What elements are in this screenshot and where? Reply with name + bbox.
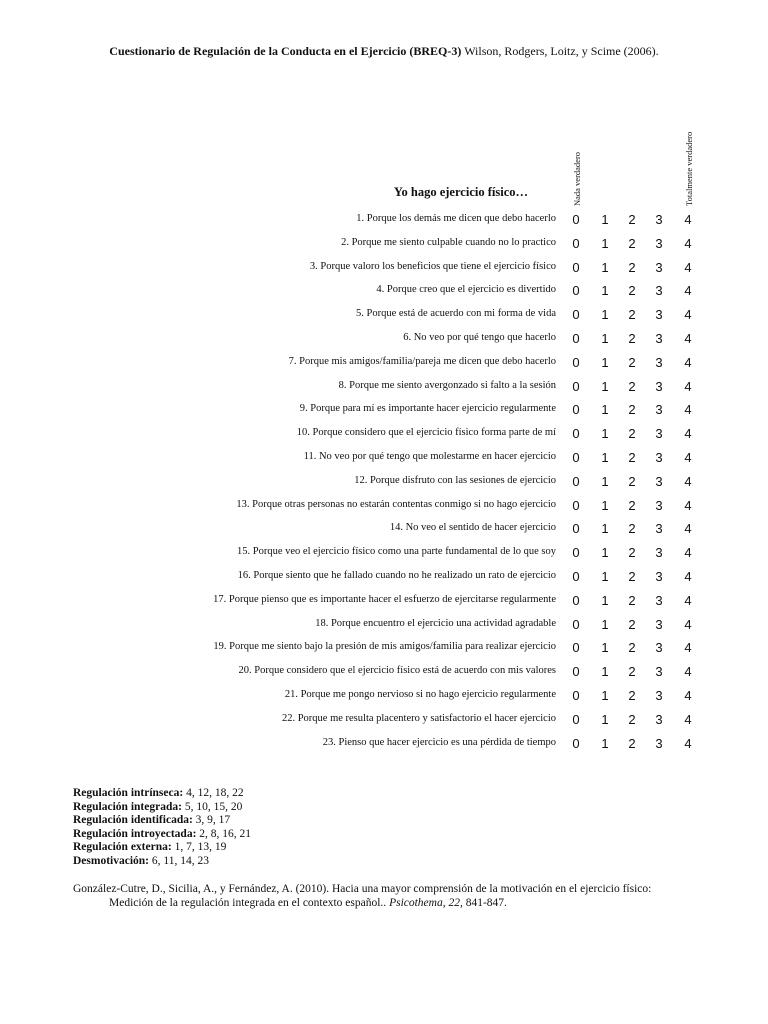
- scale-option-0[interactable]: 0: [572, 449, 580, 465]
- scale-option-4[interactable]: 4: [684, 283, 692, 299]
- scale-option-2[interactable]: 2: [628, 426, 636, 442]
- scale-option-4[interactable]: 4: [684, 473, 692, 489]
- item-row: [0, 472, 768, 496]
- item-row: [0, 353, 768, 377]
- item-text: 21. Porque me pongo nervioso si no hago ejercicio regularmente: [284, 688, 556, 700]
- scale-option-0[interactable]: 0: [572, 592, 580, 608]
- scale-option-0[interactable]: 0: [572, 283, 580, 299]
- scale-option-0[interactable]: 0: [572, 735, 580, 751]
- reference-line-1: González-Cutre, D., Sicilia, A., y Fernández, A. (2010). Hacia una mayor comprensión de la motivación en el ejercicio físico:: [73, 883, 652, 895]
- questionnaire-authors: Wilson, Rodgers, Loitz, y Scime (2006).: [464, 44, 659, 58]
- scale-option-0[interactable]: 0: [572, 212, 580, 227]
- scale-option-3[interactable]: 3: [655, 449, 663, 465]
- scale-option-1[interactable]: 1: [601, 616, 609, 632]
- questionnaire-title: Cuestionario de Regulación de la Conducta en el Ejercicio (BREQ-3): [109, 44, 462, 58]
- scale-option-3[interactable]: 3: [655, 687, 663, 703]
- item-row: [0, 258, 768, 282]
- scale-option-1[interactable]: 1: [601, 259, 609, 275]
- scale-option-1[interactable]: 1: [601, 640, 609, 656]
- scale-option-4[interactable]: 4: [684, 711, 692, 727]
- item-row: [0, 519, 768, 543]
- scale-option-4[interactable]: 4: [684, 402, 692, 418]
- scale-option-0[interactable]: 0: [572, 307, 580, 323]
- item-text: 17. Porque pienso que es importante hacer el esfuerzo de ejercitarse regularmente: [213, 593, 556, 605]
- scale-option-2[interactable]: 2: [628, 735, 636, 751]
- scale-option-4[interactable]: 4: [684, 354, 692, 370]
- reference: [73, 883, 713, 910]
- document-header: [0, 44, 768, 59]
- scale-option-4[interactable]: 4: [684, 640, 692, 656]
- scale-option-1[interactable]: 1: [601, 378, 609, 394]
- scale-option-0[interactable]: 0: [572, 330, 580, 346]
- item-row: [0, 234, 768, 258]
- scale-option-1[interactable]: 1: [601, 711, 609, 727]
- scale-option-1[interactable]: 1: [601, 664, 609, 680]
- item-row: [0, 424, 768, 448]
- item-text: 18. Porque encuentro el ejercicio una actividad agradable: [315, 617, 556, 629]
- item-row: [0, 210, 768, 234]
- scale-option-0[interactable]: 0: [572, 473, 580, 489]
- scoring-line: Regulación integrada: 5, 10, 15, 20: [73, 800, 243, 813]
- scale-option-2[interactable]: 2: [628, 212, 636, 227]
- item-row: [0, 638, 768, 662]
- scale-option-4[interactable]: 4: [684, 259, 692, 275]
- scale-option-4[interactable]: 4: [684, 616, 692, 632]
- item-text: 11. No veo por qué tengo que molestarme en hacer ejercicio: [303, 450, 556, 462]
- scale-option-2[interactable]: 2: [628, 497, 636, 513]
- scale-option-3[interactable]: 3: [655, 473, 663, 489]
- scale-option-1[interactable]: 1: [601, 330, 609, 346]
- item-text: 6. No veo por qué tengo que hacerlo: [403, 331, 556, 343]
- scale-right-label: Totalmente verdadero: [684, 131, 694, 206]
- scale-option-2[interactable]: 2: [628, 711, 636, 727]
- scale-option-1[interactable]: 1: [601, 545, 609, 561]
- scale-option-1[interactable]: 1: [601, 283, 609, 299]
- item-text: 10. Porque considero que el ejercicio físico forma parte de mí: [296, 427, 556, 439]
- item-row: [0, 329, 768, 353]
- scale-option-4[interactable]: 4: [684, 307, 692, 323]
- item-text: 19. Porque me siento bajo la presión de mis amigos/familia para realizar ejercicio: [213, 641, 556, 653]
- scale-option-2[interactable]: 2: [628, 402, 636, 418]
- reference-line-2: Medición de la regulación integrada en el contexto español.. Psicothema, 22, 841-847.: [109, 896, 507, 909]
- item-row: [0, 710, 768, 734]
- scale-option-2[interactable]: 2: [628, 283, 636, 299]
- scale-option-4[interactable]: 4: [684, 378, 692, 394]
- scale-option-1[interactable]: 1: [601, 212, 609, 227]
- scale-option-3[interactable]: 3: [655, 378, 663, 394]
- scoring-line: Regulación identificada: 3, 9, 17: [73, 814, 231, 826]
- scoring-line: Regulación introyectada: 2, 8, 16, 21: [73, 827, 252, 840]
- item-row: [0, 496, 768, 520]
- item-row: [0, 543, 768, 567]
- item-text: 20. Porque considero que el ejercicio físico está de acuerdo con mis valores: [238, 665, 556, 677]
- scale-option-3[interactable]: 3: [655, 354, 663, 370]
- scale-option-3[interactable]: 3: [655, 259, 663, 275]
- scale-option-1[interactable]: 1: [601, 449, 609, 465]
- scale-option-1[interactable]: 1: [601, 687, 609, 703]
- scale-option-3[interactable]: 3: [655, 212, 663, 227]
- item-text: 8. Porque me siento avergonzado si falto a la sesión: [338, 379, 556, 391]
- scale-option-0[interactable]: 0: [572, 545, 580, 561]
- item-text: 15. Porque veo el ejercicio físico como una parte fundamental de lo que soy: [237, 546, 556, 558]
- scale-option-4[interactable]: 4: [684, 235, 692, 251]
- reference-journal: Psicothema, 22,: [389, 896, 463, 909]
- scale-option-1[interactable]: 1: [601, 426, 609, 442]
- item-text: 4. Porque creo que el ejercicio es divertido: [376, 284, 556, 296]
- item-text: 22. Porque me resulta placentero y satisfactorio el hacer ejercicio: [281, 712, 556, 724]
- scale-option-3[interactable]: 3: [655, 735, 663, 751]
- scale-option-4[interactable]: 4: [684, 545, 692, 561]
- scale-option-0[interactable]: 0: [572, 640, 580, 656]
- scale-option-2[interactable]: 2: [628, 259, 636, 275]
- scale-option-1[interactable]: 1: [601, 497, 609, 513]
- item-text: 14. No veo el sentido de hacer ejercicio: [389, 522, 556, 534]
- scale-option-3[interactable]: 3: [655, 568, 663, 584]
- scale-option-2[interactable]: 2: [628, 307, 636, 323]
- scale-option-4[interactable]: 4: [684, 687, 692, 703]
- item-text: 7. Porque mis amigos/familia/pareja me dicen que debo hacerlo: [288, 355, 556, 367]
- item-row: [0, 615, 768, 639]
- scale-option-3[interactable]: 3: [655, 640, 663, 656]
- scoring-line: Regulación intrínseca: 4, 12, 18, 22: [73, 787, 244, 799]
- item-text: 23. Pienso que hacer ejercicio es una pérdida de tiempo: [322, 736, 556, 748]
- scale-option-4[interactable]: 4: [684, 521, 692, 537]
- scoring-line: Desmotivación: 6, 11, 14, 23: [73, 854, 209, 867]
- item-row: [0, 400, 768, 424]
- scale-option-3[interactable]: 3: [655, 402, 663, 418]
- scale-option-0[interactable]: 0: [572, 521, 580, 537]
- scale-option-0[interactable]: 0: [572, 235, 580, 251]
- scale-option-1[interactable]: 1: [601, 235, 609, 251]
- item-row: [0, 377, 768, 401]
- scale-option-4[interactable]: 4: [684, 592, 692, 608]
- scale-option-2[interactable]: 2: [628, 592, 636, 608]
- item-text: 2. Porque me siento culpable cuando no lo practico: [341, 236, 556, 248]
- scale-option-0[interactable]: 0: [572, 497, 580, 513]
- scale-option-3[interactable]: 3: [655, 497, 663, 513]
- item-text: 5. Porque está de acuerdo con mi forma de vida: [355, 308, 556, 320]
- scale-option-4[interactable]: 4: [684, 568, 692, 584]
- scale-option-0[interactable]: 0: [572, 711, 580, 727]
- scale-option-2[interactable]: 2: [628, 235, 636, 251]
- scale-option-3[interactable]: 3: [655, 664, 663, 680]
- item-row: [0, 305, 768, 329]
- scale-option-0[interactable]: 0: [572, 616, 580, 632]
- scale-option-0[interactable]: 0: [572, 687, 580, 703]
- scoring-line: Regulación externa: 1, 7, 13, 19: [73, 841, 227, 853]
- scale-option-1[interactable]: 1: [601, 402, 609, 418]
- scale-option-3[interactable]: 3: [655, 711, 663, 727]
- scale-option-3[interactable]: 3: [655, 426, 663, 442]
- scale-option-2[interactable]: 2: [628, 473, 636, 489]
- scale-option-0[interactable]: 0: [572, 402, 580, 418]
- items-list: [0, 210, 768, 757]
- scale-option-2[interactable]: 2: [628, 378, 636, 394]
- item-text: 13. Porque otras personas no estarán contentas conmigo si no hago ejercicio: [236, 498, 556, 510]
- scale-option-3[interactable]: 3: [655, 545, 663, 561]
- scale-option-0[interactable]: 0: [572, 426, 580, 442]
- scale-option-3[interactable]: 3: [655, 307, 663, 323]
- scale-option-1[interactable]: 1: [601, 735, 609, 751]
- item-text: 1. Porque los demás me dicen que debo hacerlo: [356, 213, 556, 224]
- scale-option-3[interactable]: 3: [655, 235, 663, 251]
- scale-option-3[interactable]: 3: [655, 283, 663, 299]
- item-row: [0, 591, 768, 615]
- scale-option-2[interactable]: 2: [628, 545, 636, 561]
- scale-option-2[interactable]: 2: [628, 521, 636, 537]
- item-text: 16. Porque siento que he fallado cuando no he realizado un rato de ejercicio: [237, 569, 556, 581]
- scale-option-4[interactable]: 4: [684, 497, 692, 513]
- item-row: [0, 686, 768, 710]
- scale-option-2[interactable]: 2: [628, 687, 636, 703]
- scale-option-2[interactable]: 2: [628, 640, 636, 656]
- scoring-key: [73, 787, 251, 868]
- scale-option-0[interactable]: 0: [572, 259, 580, 275]
- scale-option-1[interactable]: 1: [601, 354, 609, 370]
- scale-left-label: Nada verdadero: [572, 151, 582, 206]
- item-row: [0, 567, 768, 591]
- item-row: [0, 662, 768, 686]
- scale-option-0[interactable]: 0: [572, 378, 580, 394]
- scale-option-1[interactable]: 1: [601, 592, 609, 608]
- scale-option-4[interactable]: 4: [684, 426, 692, 442]
- scale-option-2[interactable]: 2: [628, 568, 636, 584]
- scale-option-4[interactable]: 4: [684, 735, 692, 751]
- item-text: 12. Porque disfruto con las sesiones de ejercicio: [354, 474, 556, 486]
- scale-option-2[interactable]: 2: [628, 330, 636, 346]
- scale-option-0[interactable]: 0: [572, 664, 580, 680]
- scale-option-4[interactable]: 4: [684, 664, 692, 680]
- scale-option-3[interactable]: 3: [655, 521, 663, 537]
- item-row: [0, 281, 768, 305]
- scale-option-1[interactable]: 1: [601, 307, 609, 323]
- scale-option-1[interactable]: 1: [601, 568, 609, 584]
- scale-option-2[interactable]: 2: [628, 449, 636, 465]
- scale-option-4[interactable]: 4: [684, 449, 692, 465]
- scale-option-2[interactable]: 2: [628, 616, 636, 632]
- items-lead-text: Yo hago ejercicio físico…: [393, 185, 528, 199]
- item-row: [0, 734, 768, 758]
- scale-option-1[interactable]: 1: [601, 521, 609, 537]
- item-row: [0, 448, 768, 472]
- scale-option-1[interactable]: 1: [601, 473, 609, 489]
- scale-option-2[interactable]: 2: [628, 354, 636, 370]
- item-text: 9. Porque para mí es importante hacer ejercicio regularmente: [299, 403, 556, 415]
- scale-option-3[interactable]: 3: [655, 616, 663, 632]
- scale-option-0[interactable]: 0: [572, 568, 580, 584]
- scale-option-3[interactable]: 3: [655, 330, 663, 346]
- scale-option-2[interactable]: 2: [628, 664, 636, 680]
- scale-option-3[interactable]: 3: [655, 592, 663, 608]
- scale-option-0[interactable]: 0: [572, 354, 580, 370]
- scale-option-4[interactable]: 4: [684, 212, 692, 227]
- scale-option-4[interactable]: 4: [684, 330, 692, 346]
- item-text: 3. Porque valoro los beneficios que tiene el ejercicio físico: [309, 260, 556, 272]
